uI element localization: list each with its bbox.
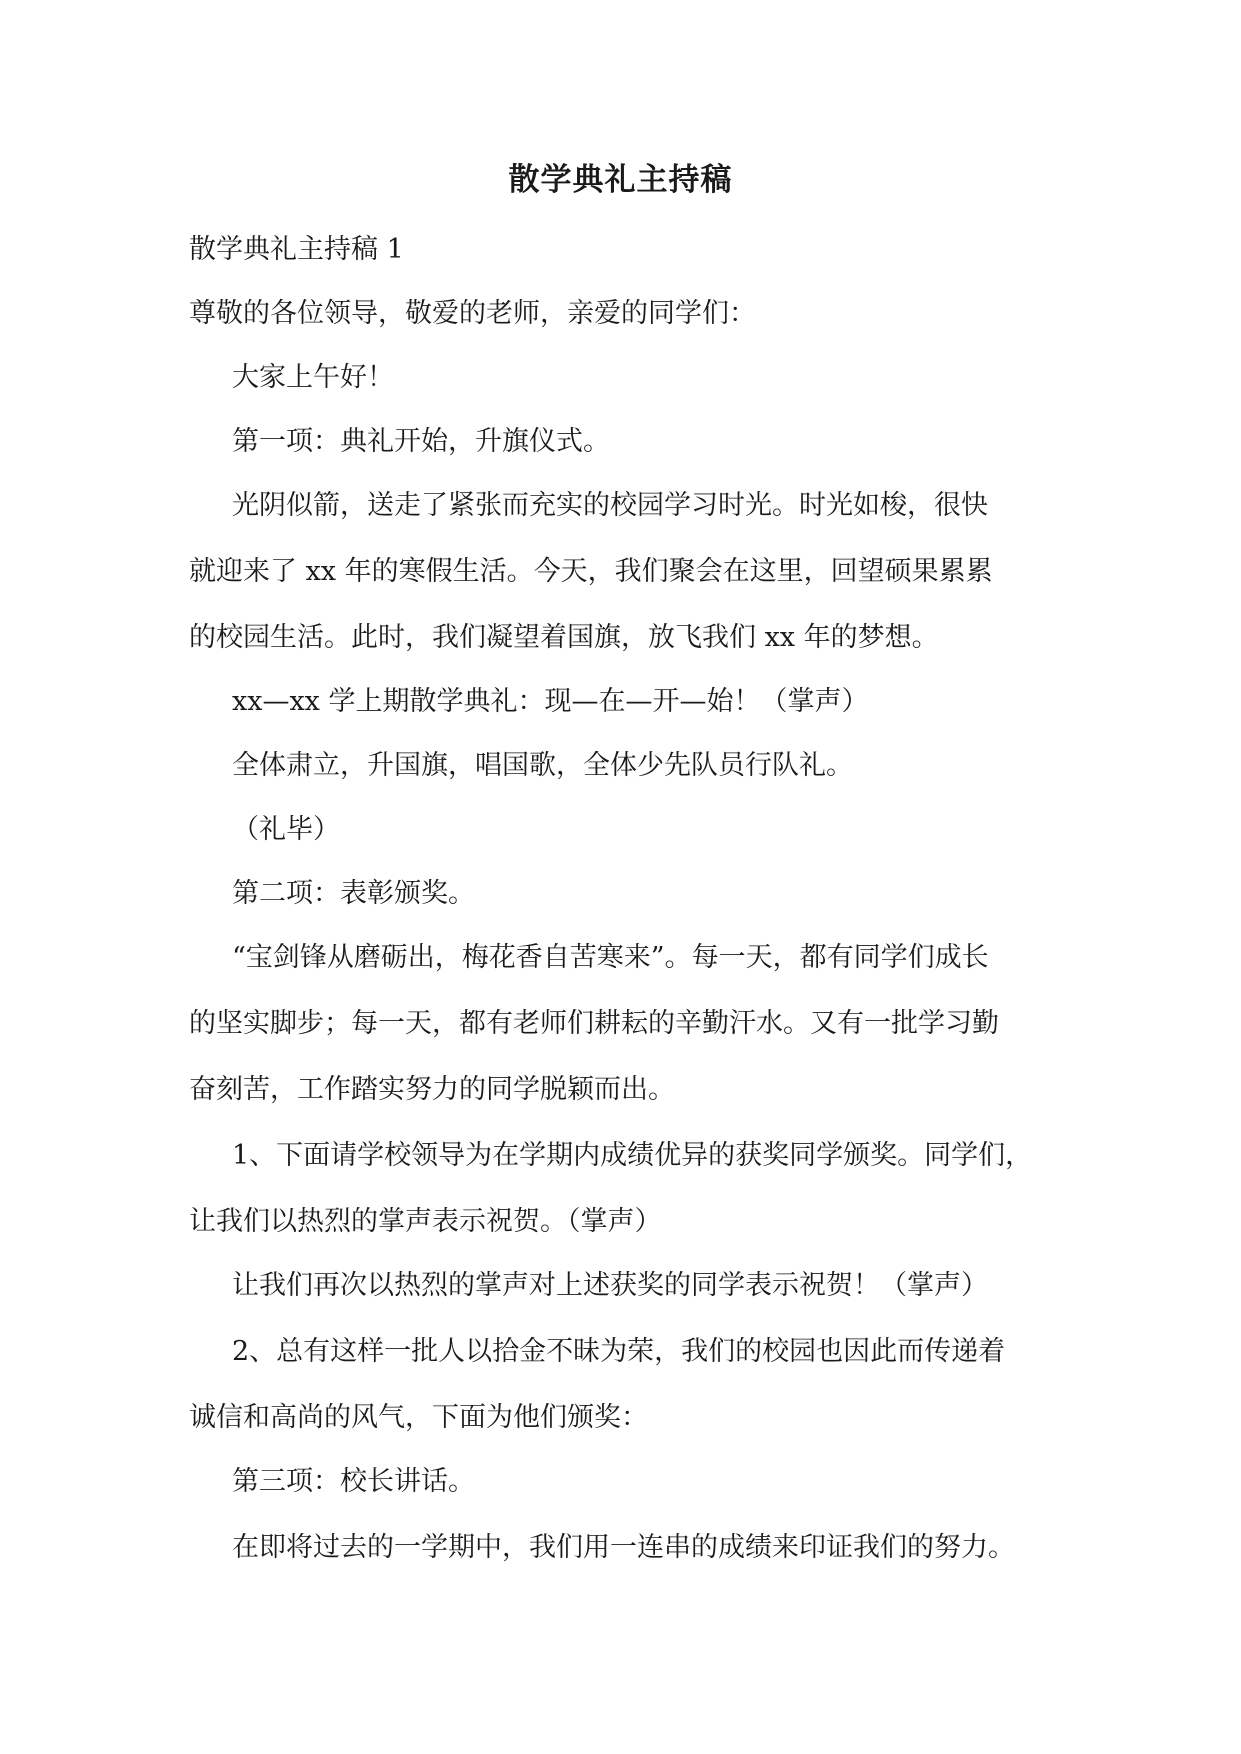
paragraph-line: 让我们再次以热烈的掌声对上述获奖的同学表示祝贺！（掌声） — [232, 1270, 988, 1301]
paragraph-line: 在即将过去的一学期中，我们用一连串的成绩来印证我们的努力。 — [232, 1532, 1015, 1563]
paragraph-line: 全体肃立，升国旗，唱国歌，全体少先队员行队礼。 — [232, 750, 853, 781]
page-title: 散学典礼主持稿 — [508, 162, 733, 198]
paragraph-line: 1、下面请学校领导为在学期内成绩优异的获奖同学颁奖。同学们， — [232, 1140, 1033, 1171]
subtitle-line: 散学典礼主持稿 1 — [189, 234, 404, 265]
paragraph-line: 光阴似箭，送走了紧张而充实的校园学习时光。时光如梭，很快 — [232, 490, 988, 521]
paragraph-line: “宝剑锋从磨砺出，梅花香自苦寒来”。每一天，都有同学们成长 — [232, 942, 989, 973]
paragraph-line: 让我们以热烈的掌声表示祝贺。（掌声） — [189, 1206, 662, 1237]
paragraph-line: 诚信和高尚的风气，下面为他们颁奖： — [189, 1402, 648, 1433]
paragraph-line: 2、总有这样一批人以拾金不昧为荣，我们的校园也因此而传递着 — [232, 1336, 1006, 1367]
paragraph-line: 第二项：表彰颁奖。 — [232, 878, 475, 909]
paragraph-line: 的校园生活。此时，我们凝望着国旗，放飞我们 xx 年的梦想。 — [189, 622, 939, 653]
paragraph-line: 就迎来了 xx 年的寒假生活。今天，我们聚会在这里，回望硕果累累 — [189, 556, 993, 587]
paragraph-line: 第一项：典礼开始，升旗仪式。 — [232, 426, 610, 457]
paragraph-line: 奋刻苦，工作踏实努力的同学脱颖而出。 — [189, 1074, 675, 1105]
paragraph-line: 大家上午好！ — [232, 362, 394, 393]
greeting-line: 尊敬的各位领导，敬爱的老师，亲爱的同学们： — [189, 298, 756, 329]
paragraph-line: 第三项：校长讲话。 — [232, 1466, 475, 1497]
paragraph-line: （礼毕） — [232, 814, 340, 845]
paragraph-line: 的坚实脚步；每一天，都有老师们耕耘的辛勤汗水。又有一批学习勤 — [189, 1008, 999, 1039]
paragraph-line: xx—xx 学上期散学典礼：现—在—开—始！（掌声） — [232, 686, 869, 717]
